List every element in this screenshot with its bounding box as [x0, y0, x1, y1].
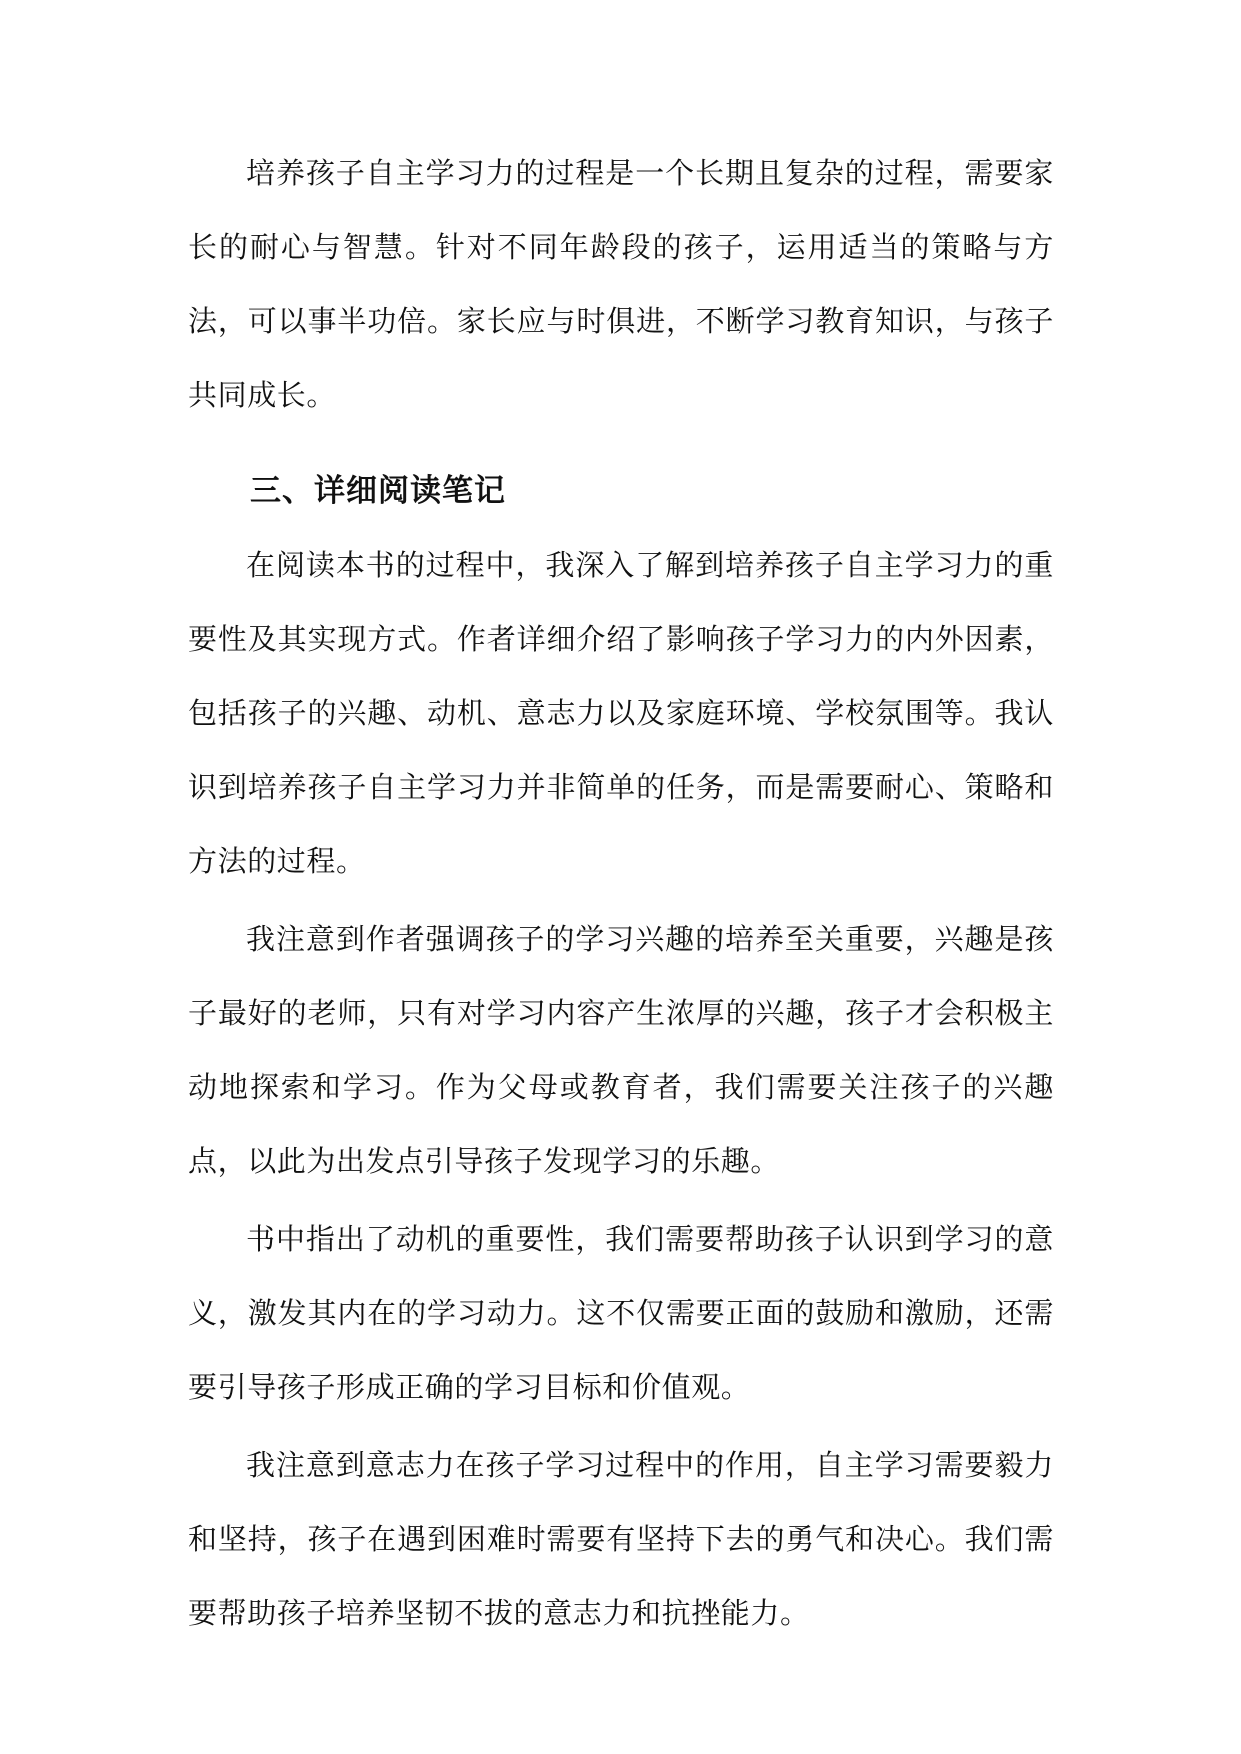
reading-note-paragraph: 我注意到作者强调孩子的学习兴趣的培养至关重要，兴趣是孩子最好的老师，只有对学习内容产生浓厚的兴趣，孩子才会积极主动地探索和学习。作为父母或教育者，我们需要关注孩子的兴趣点，以此为出发点引导孩子发现学习的乐趣。: [188, 922, 1054, 1178]
reading-note-paragraph: 书中指出了动机的重要性，我们需要帮助孩子认识到学习的意义，激发其内在的学习动力。这不仅需要正面的鼓励和激励，还需要引导孩子形成正确的学习目标和价值观。: [188, 1222, 1054, 1404]
document-body: [188, 136, 1054, 1650]
reading-note-paragraph: 在阅读本书的过程中，我深入了解到培养孩子自主学习力的重要性及其实现方式。作者详细介绍了影响孩子学习力的内外因素，包括孩子的兴趣、动机、意志力以及家庭环境、学校氛围等。我认识到培养孩子自主学习力并非简单的任务，而是需要耐心、策略和方法的过程。: [188, 548, 1054, 878]
section-heading: 三、详细阅读笔记: [250, 473, 506, 509]
reading-note-paragraph: 我注意到意志力在孩子学习过程中的作用，自主学习需要毅力和坚持，孩子在遇到困难时需要有坚持下去的勇气和决心。我们需要帮助孩子培养坚韧不拔的意志力和抗挫能力。: [188, 1448, 1054, 1630]
intro-paragraph: 培养孩子自主学习力的过程是一个长期且复杂的过程，需要家长的耐心与智慧。针对不同年龄段的孩子，运用适当的策略与方法，可以事半功倍。家长应与时俱进，不断学习教育知识，与孩子共同成长。: [188, 156, 1054, 412]
